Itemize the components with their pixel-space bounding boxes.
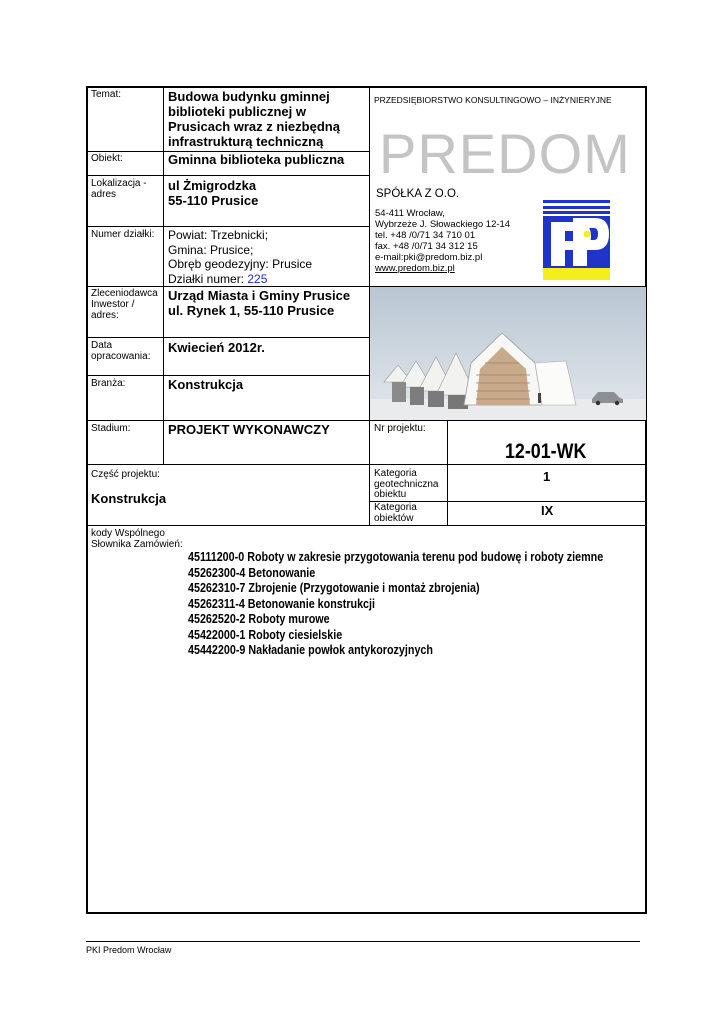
field-value-obiekt: Gminna biblioteka publiczna bbox=[168, 152, 345, 167]
field-label-data: Data opracowania: bbox=[91, 340, 151, 362]
field-value-data: Kwiecień 2012r. bbox=[168, 340, 265, 355]
grid-line bbox=[87, 175, 369, 176]
company-address: 54-411 Wrocław, Wybrzeże J. Słowackiego 12-14 tel. +48 /0/71 34 710 01 fax. +48 /0/71 34 312 15 e-mail:pki@predom.biz.pl www.predom.biz.pl bbox=[375, 208, 511, 274]
field-value-lokalizacja: ul Żmigrodzka 55-110 Prusice bbox=[168, 178, 259, 208]
field-value-czesc: Konstrukcja bbox=[91, 491, 167, 506]
cpv-code-item: 45262300-4 Betonowanie bbox=[188, 565, 316, 580]
grid-line bbox=[447, 421, 448, 525]
cpv-codes-label: kody Wspólnego Słownika Zamówień: bbox=[91, 528, 183, 550]
field-label-obiekt: Obiekt: bbox=[91, 153, 123, 164]
field-label-temat: Temat: bbox=[91, 89, 122, 100]
grid-line bbox=[87, 420, 646, 421]
cpv-code-item: 45442200-9 Nakładanie powłok antykorozyjnych bbox=[188, 643, 433, 657]
cpv-code-item: 45262311-4 Betonowanie konstrukcji bbox=[188, 596, 376, 611]
field-label-zleceniodawca: Zleceniodawca Inwestor / adres: bbox=[91, 288, 158, 321]
predom-logo-icon bbox=[543, 200, 610, 280]
footer-divider bbox=[86, 941, 640, 942]
field-value-kategoria-geo: 1 bbox=[543, 469, 551, 484]
grid-line bbox=[87, 337, 369, 338]
field-value-numer-dzialki: Powiat: Trzebnicki; Gmina: Prusice; Obręb geodezyjny: Prusice Działki numer: 225 bbox=[168, 228, 313, 286]
cpv-code-item: 45262310-7 Zbrojenie (Przygotowanie i montaż zbrojenia) bbox=[188, 581, 480, 595]
cpv-code-item: 45262520-2 Roboty murowe bbox=[188, 612, 330, 626]
field-label-numer-dzialki: Numer działki: bbox=[91, 229, 155, 240]
field-value-nr-projektu: 12-01-WK bbox=[505, 440, 587, 463]
plot-number: 225 bbox=[247, 271, 268, 286]
field-label-branza: Branża: bbox=[91, 378, 126, 389]
field-value-branza: Konstrukcja bbox=[168, 377, 244, 392]
field-label-kategoria-obiektow: Kategoria obiektów bbox=[374, 502, 417, 524]
field-value-kategoria-obiektow: IX bbox=[541, 503, 554, 518]
field-label-lokalizacja: Lokalizacja - adres bbox=[91, 178, 147, 200]
field-value-zleceniodawca: Urząd Miasta i Gminy Prusice ul. Rynek 1, 55-110 Prusice bbox=[168, 288, 351, 318]
grid-line bbox=[87, 464, 646, 465]
grid-line bbox=[87, 525, 646, 526]
field-label-czesc: Część projektu: bbox=[91, 469, 160, 480]
field-label-nr-projektu: Nr projektu: bbox=[374, 423, 426, 434]
field-label-stadium: Stadium: bbox=[91, 423, 131, 434]
field-value-stadium: PROJEKT WYKONAWCZY bbox=[168, 422, 330, 437]
company-tagline: PRZEDSIĘBIORSTWO KONSULTINGOWO – INŻYNIERYJNE bbox=[374, 95, 612, 105]
field-value-temat: Budowa budynku gminnej biblioteki publicznej w Prusicach wraz z niezbędną infrastrukturą techniczną bbox=[168, 89, 340, 149]
cpv-code-item: 45111200-0 Roboty w zakresie przygotowania terenu pod budowę i roboty ziemne bbox=[188, 550, 604, 564]
footer-text: PKI Predom Wrocław bbox=[86, 945, 172, 955]
company-legal-form: SPÓŁKA Z O.O. bbox=[376, 188, 460, 200]
company-website-link[interactable]: www.predom.biz.pl bbox=[375, 263, 455, 274]
grid-line bbox=[163, 87, 164, 464]
company-wordmark: PREDOM bbox=[379, 122, 631, 185]
grid-line bbox=[87, 375, 369, 376]
field-label-kategoria-geo: Kategoria geotechniczna obiektu bbox=[374, 468, 439, 500]
cpv-codes-list bbox=[188, 550, 603, 659]
grid-line bbox=[87, 226, 369, 227]
building-rendering-image bbox=[370, 287, 646, 420]
cpv-code-item: 45422000-1 Roboty ciesielskie bbox=[188, 627, 343, 642]
